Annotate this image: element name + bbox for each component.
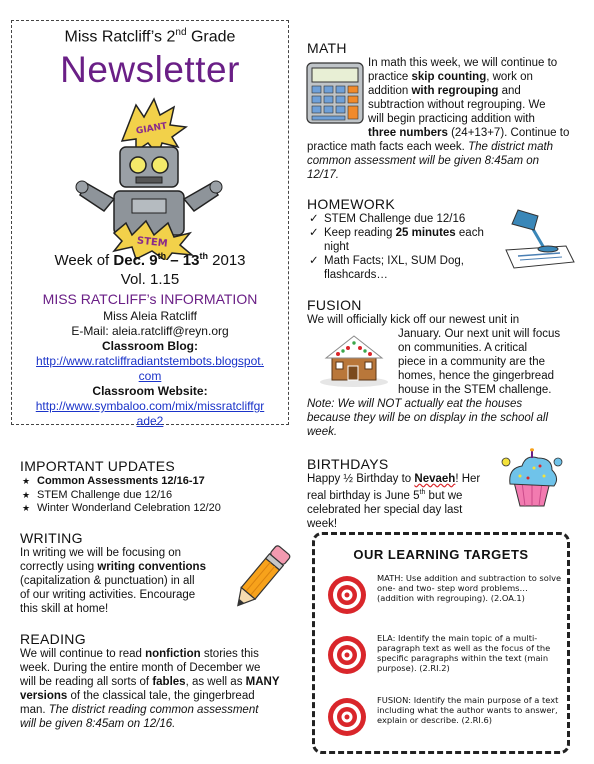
- updates-list: [22, 475, 292, 516]
- calculator-icon: [306, 62, 364, 124]
- math-text-bottom: practice math facts each week. The district math common assessment will be given 8:45am on 12/17.: [307, 141, 554, 181]
- fusion-text: January. Our next unit will focus on communities. A critical piece in a community are the homes, hence the gingerbread house in the STEM challenge.: [398, 328, 561, 396]
- check-icon: ✓: [309, 213, 319, 225]
- target-text: FUSION: Identify the main purpose of a text including what the author wants to answer, explain or describe. (2.RI.6): [377, 695, 559, 725]
- cupcake-icon: [500, 448, 564, 508]
- gingerbread-house-icon: [318, 330, 390, 388]
- info-box: [11, 20, 289, 428]
- teacher-name: Miss Aleia Ratcliff: [103, 309, 197, 323]
- robot-illustration: [74, 95, 224, 260]
- learning-targets-box: [312, 532, 570, 754]
- teacher-email: E-Mail: aleia.ratcliff@reyn.org: [71, 324, 229, 338]
- pencil-icon: [228, 540, 294, 616]
- website-link[interactable]: http://www.symbaloo.com/mix/missratcliffgr ade2: [35, 399, 265, 428]
- reading-text: We will continue to read nonfiction stories this week. During the entire month of December we will be reading all sorts of fables, as well as MANY versions of the classical tale, the gingerbread man. The district reading common assessment will be given 8:45am on 12/16.: [20, 648, 280, 730]
- check-icon: ✓: [309, 227, 319, 239]
- fusion-heading: FUSION: [307, 297, 362, 313]
- star-icon: ★: [22, 503, 31, 513]
- list-item: ★ Winter Wonderland Celebration 12/20: [22, 502, 221, 514]
- bullseye-icon: [327, 575, 367, 615]
- homework-list: [309, 212, 499, 282]
- newsletter-header: Miss Ratcliff’s 2nd Grade: [64, 27, 236, 46]
- blog-link[interactable]: http://www.ratcliffradiantstembots.blogspot. com: [36, 354, 264, 383]
- writing-heading: WRITING: [20, 530, 83, 546]
- newsletter-title: Newsletter: [60, 49, 240, 90]
- list-item: ✓ Keep reading 25 minutes each night: [309, 227, 484, 253]
- week-of: Week of Dec. 9th – 13th 2013: [54, 251, 246, 269]
- writing-text: In writing we will be focusing on correctly using writing conventions (capitalization & punctuation) in all of our writing activities. Encourage this skill at home!: [20, 547, 206, 615]
- desk-lamp-icon: [500, 206, 578, 270]
- svg-text:STEM: STEM: [136, 235, 169, 250]
- birthdays-text: Happy ½ Birthday to Nevaeh! Her real birthday is June 5th but we celebrated her special day last week!: [307, 473, 481, 530]
- target-text: ELA: Identify the main topic of a multi-paragraph text as well as the focus of the specific paragraphs within the text (main purpose). (2.RI.2): [377, 633, 551, 673]
- star-icon: ★: [22, 489, 31, 500]
- birthdays-heading: BIRTHDAYS: [307, 456, 389, 472]
- website-label: Classroom Website:: [92, 384, 208, 398]
- list-item: ✓ Math Facts; IXL, SUM Dog, flashcards…: [309, 255, 464, 281]
- math-text-top: In math this week, we will continue to practice skip counting, work on addition with regrouping and subtraction without regrouping. We will begin practicing addition with three numbers (24+13+7). Continue to: [368, 57, 570, 139]
- fusion-intro: We will officially kick off our newest unit in: [307, 314, 520, 326]
- info-heading: MISS RATCLIFF’s INFORMATION: [42, 291, 258, 307]
- math-heading: MATH: [307, 40, 347, 56]
- star-icon: ★: [22, 476, 31, 486]
- reading-heading: READING: [20, 631, 86, 647]
- target-text: MATH: Use addition and subtraction to solve one- and two- step word problems… (addition with regrouping). (2.OA.1): [377, 573, 562, 603]
- list-item: ★ Common Assessments 12/16-17: [22, 475, 205, 487]
- list-item: ★ STEM Challenge due 12/16: [22, 488, 173, 501]
- volume: Vol. 1.15: [120, 271, 180, 288]
- updates-heading: IMPORTANT UPDATES: [20, 458, 175, 474]
- learning-targets-title: OUR LEARNING TARGETS: [353, 547, 529, 562]
- bullseye-icon: [327, 697, 367, 737]
- list-item: ✓ STEM Challenge due 12/16: [309, 213, 466, 225]
- check-icon: ✓: [309, 255, 319, 267]
- homework-heading: HOMEWORK: [307, 196, 395, 212]
- svg-text:GIANT: GIANT: [135, 121, 168, 137]
- blog-label: Classroom Blog:: [101, 339, 198, 353]
- fusion-note: Note: We will NOT actually eat the houses because they will be on display in the school all week.: [307, 398, 549, 438]
- bullseye-icon: [327, 635, 367, 675]
